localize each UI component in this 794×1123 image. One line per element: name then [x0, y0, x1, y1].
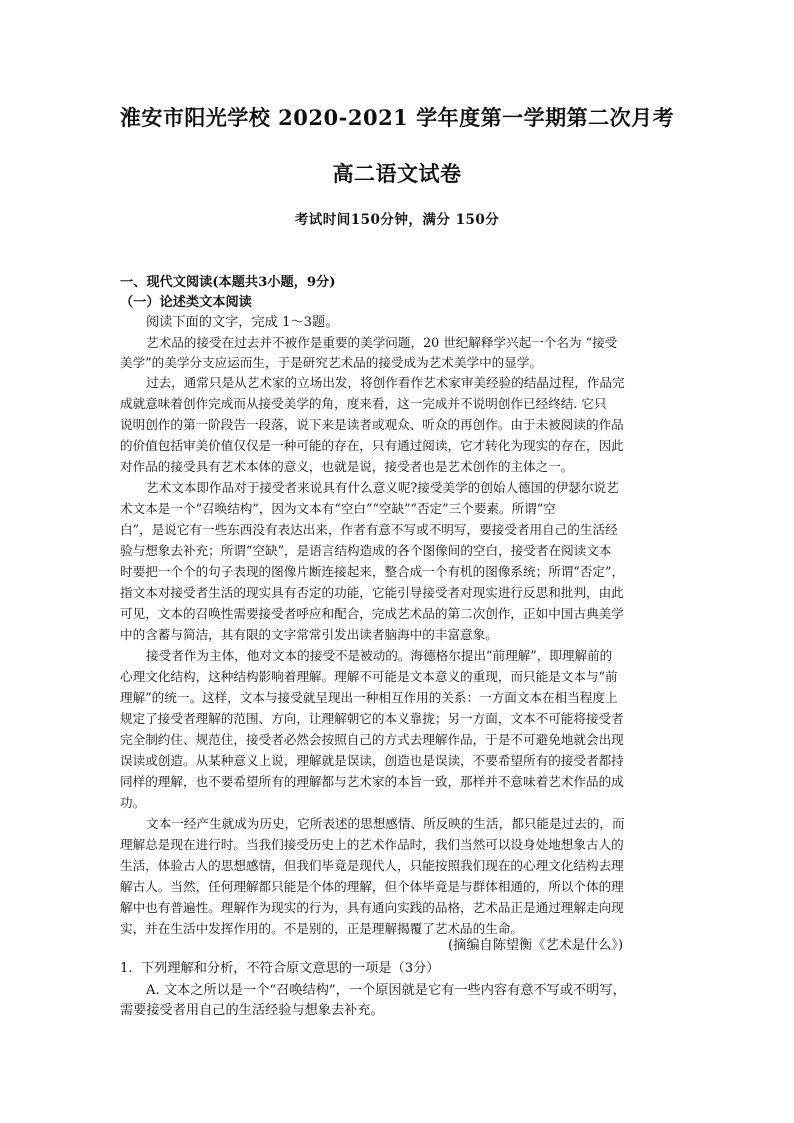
passage-line: 文本一经产生就成为历史，它所表述的思想感情、所反映的生活，都只能是过去的，而 — [146, 816, 625, 831]
passage-line: 说明创作的第一阶段告一段落，说下来是读者或观众、听众的再创作。由于未被阅读的作品 — [120, 417, 624, 432]
passage-line: 的价值包括审美价值仅仅是一种可能的存在，只有通过阅读，它才转化为现实的存在，因此 — [120, 438, 624, 453]
passage-line: 艺术品的接受在过去并不被作是重要的美学问题，20 世纪解释学兴起一个名为 “接受 — [146, 335, 618, 350]
passage-line: 白”，是说它有一些东西没有表达出来，作者有意不写或不明写，要接受者用自己的生活经 — [120, 522, 618, 537]
reading-instruction: 阅读下面的文字，完成 1～3题。 — [146, 315, 339, 330]
passage-line: 中的含蓄与简洁，其有限的文字常常引发出读者脑海中的丰富意象。 — [120, 627, 498, 642]
section-subheading: （一）论述类文本阅读 — [120, 295, 252, 310]
section-heading: 一、现代文阅读(本题共3小题，9分) — [120, 275, 336, 290]
passage-line: 美学”的美学分支应运而生，于是研究艺术品的接受成为艺术美学中的显学。 — [120, 355, 543, 370]
passage-line: 成就意味着创作完成而从接受美学的角，度来看，这一完成并不说明创作已经终结. 它只 — [120, 396, 607, 411]
passage-line: 规定了接受者理解的范围、方向，让理解朝它的本义靠拢；另一方面，文本不可能将接受者 — [120, 711, 624, 726]
question-1-stem: 1. 下列理解和分析，不符合原文意思的一项是（3分） — [120, 961, 440, 976]
passage-line: 解古人。当然，任何理解都只能是个体的理解，但个体毕竟是与群体相通的，所以个体的理 — [120, 879, 624, 894]
passage-line: 对作品的接受具有艺术本体的意义，也就是说，接受者也是艺术创作的主体之一。 — [120, 459, 574, 474]
passage-line: 术文本是一个“召唤结构”，因为文本有“空白”“空缺”“否定”三个要素。所谓“空 — [120, 501, 556, 516]
exam-info: 考试时间150分钟，满分 150分 — [294, 212, 500, 228]
passage-line: 可见，文本的召唤性需要接受者呼应和配合，完成艺术品的第二次创作，正如中国古典美学 — [120, 606, 624, 621]
passage-line: 过去，通常只是从艺术家的立场出发，将创作看作艺术家审美经验的结晶过程，作品完 — [146, 375, 625, 390]
passage-line: 解中也有普遍性。理解作为现实的行为，具有通向实践的品格，艺术品正是通过理解走向现 — [120, 900, 624, 915]
passage-line: 艺术文本即作品对于接受者来说具有什么意义呢?接受美学的创始人德国的伊瑟尔说艺 — [146, 480, 619, 495]
exam-title: 淮安市阳光学校 2020-2021 学年度第一学期第二次月考 — [119, 105, 675, 130]
passage-line: 时要把一个个的句子表现的图像片断连接起来，整合成一个有机的图像系统；所谓“否定”， — [120, 564, 625, 579]
passage-line: 接受者作为主体，他对文本的接受不是被动的。海德格尔提出“前理解”，即理解前的 — [146, 648, 613, 663]
question-1-option-a-continued: 需要接受者用自己的生活经验与想象去补充。 — [120, 1003, 384, 1018]
passage-line: 生活，体验古人的思想感情，但我们毕竟是现代人，只能按照我们现在的心理文化结构去理 — [120, 858, 624, 873]
passage-line: 理解”的统一。这样，文本与接受就呈现出一种相互作用的关系：一方面文本在相当程度上 — [120, 690, 618, 705]
passage-line: 同样的理解，也不要希望所有的理解都与艺术家的本旨一致，那样并不意味着艺术作品的成 — [120, 774, 624, 789]
passage-line: 实，并在生活中发挥作用的。不是别的，正是理解揭覆了艺术品的生命。 — [120, 921, 523, 936]
passage-line: 理解总是现在进行时。当我们接受历史上的艺术作品时，我们当然可以设身处地想象古人的 — [120, 837, 624, 852]
passage-line: 心理文化结构，这种结构影响着理解。理解不可能是文本意义的重现，而只能是文本与“前 — [120, 669, 618, 684]
passage-source: (摘编自陈望衡《艺术是什么》) — [448, 938, 624, 953]
exam-subject-title: 高二语文试卷 — [332, 161, 462, 186]
passage-line: 完全制约住、规范住，接受者必然会按照自己的方式去理解作品，于是不可避免地就会出现 — [120, 732, 624, 747]
passage-line: 指文本对接受者生活的现实具有否定的功能，它能引导接受者对现实进行反思和批判，由此 — [120, 585, 624, 600]
passage-line: 误读或创造。从某种意义上说，理解就是误读，创造也是误读，不要希望所有的接受者都持 — [120, 753, 624, 768]
passage-line: 功。 — [120, 795, 146, 810]
passage-line: 验与想象去补充；所谓“空缺”，是语言结构造成的各个图像间的空白，接受者在阅读文本 — [120, 543, 612, 558]
question-1-option-a: A. 文本之所以是一个“召唤结构”，一个原因就是它有一些内容有意不写或不明写， — [146, 983, 626, 998]
